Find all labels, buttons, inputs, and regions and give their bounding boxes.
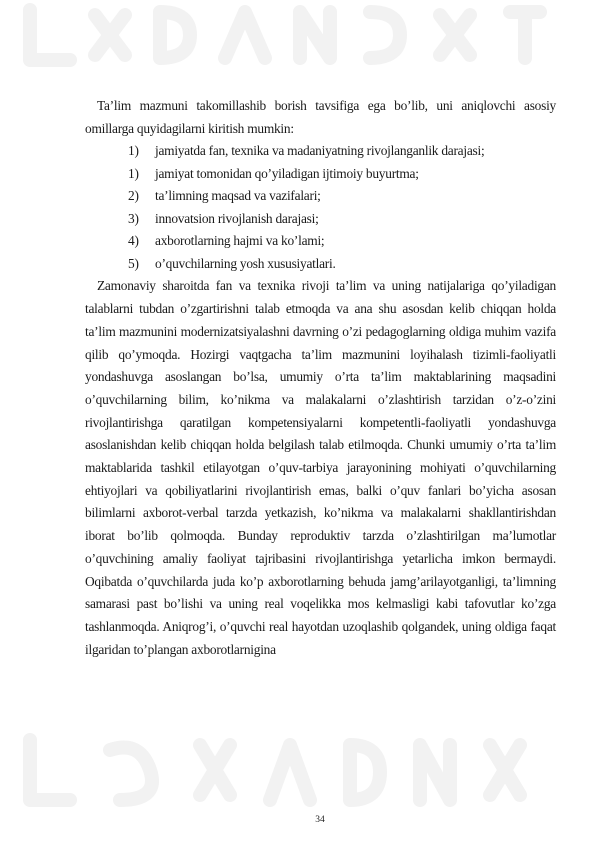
list-item-number: 3) [128, 210, 139, 226]
list-item [85, 140, 556, 163]
list-item-text: o’quvchilarning yosh xususiyatlari. [155, 255, 336, 271]
document-page [85, 95, 556, 661]
list-item-text: innovatsion rivojlanish darajasi; [155, 210, 319, 226]
list-item [85, 208, 556, 231]
page-number: 34 [315, 815, 325, 825]
list-item [85, 230, 556, 253]
factors-list [85, 140, 556, 275]
list-item-text: ta’limning maqsad va vazifalari; [155, 188, 321, 204]
list-item-text: jamiyatda fan, texnika va madaniyatning rivojlanganlik darajasi; [155, 143, 485, 159]
list-item-number: 1) [128, 165, 139, 181]
list-item-number: 5) [128, 255, 139, 271]
list-item-number: 2) [128, 188, 139, 204]
list-item [85, 253, 556, 276]
list-item [85, 185, 556, 208]
intro-paragraph: Ta’lim mazmuni takomillashib borish tavsifiga ega bo’lib, uni aniqlovchi asosiy omillarga quyidagilarni kiritish mumkin: [85, 98, 556, 136]
list-item-number: 1) [128, 143, 139, 159]
list-item-text: jamiyat tomonidan qo’yiladigan ijtimoiy buyurtma; [155, 165, 419, 181]
body-paragraph: Zamonaviy sharoitda fan va texnika rivoji ta’lim va uning natijalariga qo’yiladigan talablarni tubdan o’zgartirishni talab etmoqda va ana shu asosdan kelib chiqqan holda ta’lim mazmunini modernizatsiyalashni davrning o’zi pedagoglarning oldiga muhim vazifa qilib qo’ymoqda. Hozirgi vaqtgacha ta’lim mazmunini loyihalash tizimli-faoliyatli yondashuvga asoslangan bo’lsa, umumiy o’rta ta’lim maktablarining maqsadini o’quvchilarning bilim, ko’nikma va malakalarni o’zlashtirish tarzidan o’z-o’zini rivojlantirishga qaratilgan kompetensiyalarni kompetentli-faoliyatli yondashuvga asoslanishdan kelib chiqqan holda belgilash talab etilmoqda. Chunki umumiy o’rta ta’lim maktablarida tashkil etilayotgan o’quv-tarbiya jarayonining mohiyati o’quvchilarning ehtiyojlari va qobiliyatlarini rivojlantirish emas, balki o’quv fanlari bo’yicha asosan bilimlarni axborot-verbal tarzda yetkazish, ko’nikma va malakalarni shakllantirishdan iborat bo’lib qolmoqda. Bunday reproduktiv tarzda o’zlashtirilgan ma’lumotlar o’quvchining amaliy faoliyat tajribasini rivojlantirishga yetarlicha imkon bermaydi. Oqibatda o’quvchilarda juda ko’p axborotlarning behuda jamg’arilayotganligi, ta’limning samarasi past bo’lishi va uning real voqelikka mos kelmasligi kabi tafovutlar ko’zga tashlanmoqda. Aniqrog’i, o’quvchi real hayotdan uzoqlashib qolgandek, uning oldiga faqat ilgaridan to’plangan axborotlarnigina [85, 278, 556, 657]
list-item-number: 4) [128, 233, 139, 249]
list-item [85, 163, 556, 186]
list-item-text: axborotlarning hajmi va ko’lami; [155, 233, 325, 249]
